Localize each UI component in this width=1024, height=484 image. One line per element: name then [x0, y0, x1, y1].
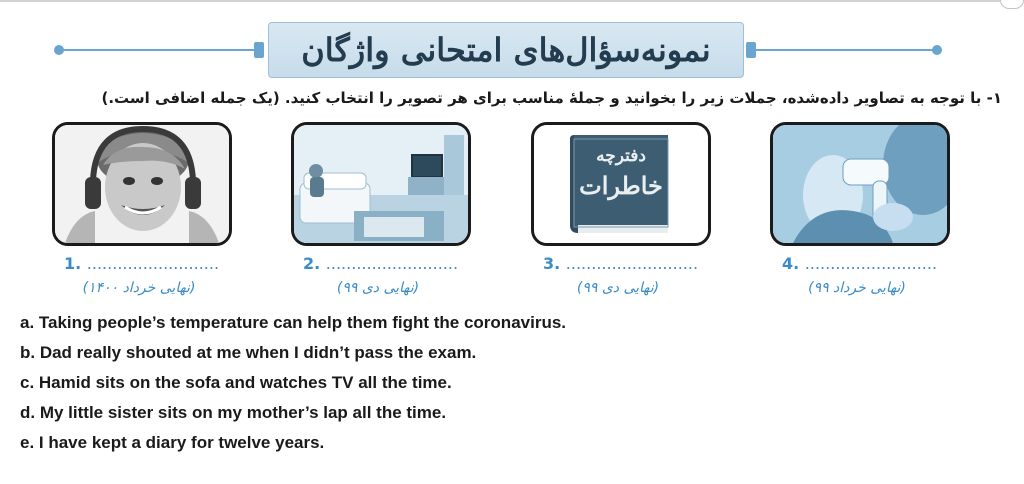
living-room-tv-image — [291, 122, 471, 246]
question-instruction: ۱- با توجه به تصاویر داده‌شده، جملات زیر را بخوانید و جملهٔ مناسب برای هر تصویر را انتخاب کنید. (یک جمله اضافی است.) — [101, 89, 1002, 107]
banner-title-box — [268, 22, 744, 78]
answer-number-4: 4. — [782, 254, 800, 273]
exam-source-2: (نهایی دی ۹۹) — [336, 280, 420, 296]
answer-blank-3[interactable]: .......................... — [565, 254, 699, 273]
answer-blank-4[interactable]: .......................... — [804, 254, 938, 273]
diary-cover-text — [574, 139, 668, 203]
sentence-list — [20, 312, 566, 462]
banner-left-bar — [254, 42, 264, 58]
boy-with-headphones-image — [52, 122, 232, 246]
answer-line-4[interactable] — [782, 254, 937, 273]
answer-line-2[interactable] — [303, 254, 458, 273]
answer-number-2: 2. — [303, 254, 321, 273]
sentence-d: d. My little sister sits on my mother’s lap all the time. — [20, 403, 447, 422]
sentence-a: a. Taking people’s temperature can help them fight the coronavirus. — [20, 313, 567, 332]
sentence-b: b. Dad really shouted at me when I didn’t pass the exam. — [20, 343, 477, 362]
section-title: نمونه‌سؤال‌های امتحانی واژگان — [301, 31, 711, 69]
diary-word-2: خاطرات — [579, 171, 663, 200]
sentence-c: c. Hamid sits on the sofa and watches TV all the time. — [20, 373, 452, 392]
answer-blank-2[interactable]: .......................... — [325, 254, 459, 273]
top-rule — [0, 0, 1024, 2]
exam-source-4: (نهایی خرداد ۹۹) — [808, 280, 906, 296]
exam-source-3: (نهایی دی ۹۹) — [576, 280, 660, 296]
answer-number-1: 1. — [64, 254, 82, 273]
sentence-e: e. I have kept a diary for twelve years. — [20, 433, 325, 452]
top-corner-cap — [1000, 0, 1024, 9]
exam-source-1: (نهایی خرداد ۱۴۰۰) — [82, 280, 196, 296]
answer-line-1[interactable] — [64, 254, 219, 273]
page-top-border — [0, 0, 1024, 8]
answer-number-3: 3. — [543, 254, 561, 273]
answer-blank-1[interactable]: .......................... — [86, 254, 220, 273]
banner-right-dot — [932, 45, 942, 55]
diary-book-image — [531, 122, 711, 246]
banner-left-rule — [62, 49, 258, 51]
diary-word-1: دفترچه — [596, 146, 646, 166]
answer-line-3[interactable] — [543, 254, 698, 273]
temperature-check-image — [770, 122, 950, 246]
banner-right-rule — [754, 49, 934, 51]
section-banner — [54, 22, 942, 78]
